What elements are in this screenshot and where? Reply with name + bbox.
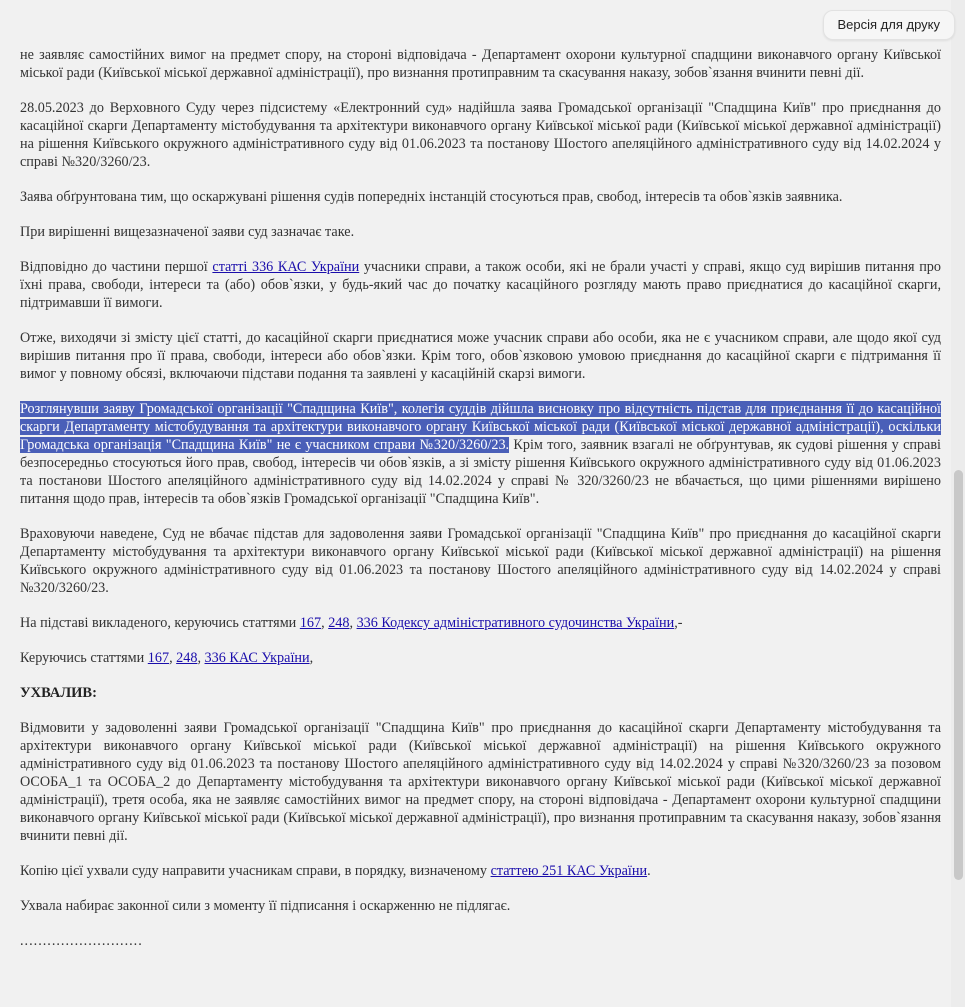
article-251-link[interactable]: статтею 251 КАС України — [490, 863, 648, 879]
text: Відповідно до частини першої — [20, 259, 213, 275]
article-336-kas-link[interactable]: 336 КАС України — [204, 650, 310, 666]
resolution-heading: УХВАЛИВ: — [20, 685, 97, 701]
paragraph: Відмовити у задоволенні заяви Громадської організації "Спадщина Київ" про приєднання до касаційної скарги Департаменту містобудування та архітектури виконавчого органу Київської міської ради (Київської міської державної адміністрації) на рішення Київського окружного адміністративного суду від 01.06.2023 та постанову Шостого апеляційного адміністративного суду від 14.02.2024 у справі №320/3260/23 за позовом ОСОБА_1 та ОСОБА_2 до Департаменту містобудування та архітектури виконавчого органу Київської міської ради (Київської міської державної адміністрації), третя особа, яка не заявляє самостійних вимог на предмет спору, на стороні відповідача - Департамент охорони культурної спадщини виконавчого органу Київської міської ради (Київської міської державної адміністрації), про визнання протиправним та скасування наказу, зобов`язання вчинити певні дії. — [20, 720, 941, 844]
print-version-button[interactable]: Версія для друку — [823, 10, 956, 40]
separator: , — [349, 615, 357, 631]
article-248-link[interactable]: 248 — [176, 650, 198, 666]
signature-dots: ........................... — [20, 933, 143, 949]
separator: , — [169, 650, 177, 666]
paragraph — [20, 614, 941, 632]
paragraph — [20, 400, 941, 508]
article-248-link[interactable]: 248 — [328, 615, 350, 631]
text: ,- — [674, 615, 683, 631]
text: учасники справи, а також особи, які не брали участі у справі, якщо суд вирішив питання про їхні права, свободи, інтереси та (або) обов`язки, у будь-який час до початку касаційного розгляду мають право приєднатися до касаційної скарги, підтримавши її вимоги. — [20, 259, 941, 311]
paragraph — [20, 258, 941, 312]
text: Крім того, заявник взагалі не обґрунтував, як судові рішення у справі безпосередньо стосуються його прав, свобод, інтересів чи обов`язків, а зі змісту рішення Київського окружного адміністративного суду від 01.06.2023 та постанови Шостого апеляційного адміністративного суду від 14.02.2024 у справі № 320/3260/23 не вбачається, що цими рішеннями вирішено питання щодо прав, інтересів та обов`язків Громадської організації "Спадщина Київ". — [20, 437, 941, 507]
paragraph: При вирішенні вищезазначеної заяви суд зазначає таке. — [20, 224, 355, 240]
separator: , — [197, 650, 205, 666]
paragraph: Ухвала набирає законної сили з моменту її підписання і оскарженню не підлягає. — [20, 898, 511, 914]
selected-text[interactable]: Розглянувши заяву Громадської організації "Спадщина Київ", колегія суддів дійшла висновку про відсутність підстав для приєднання її до касаційної скарги Департаменту містобудування та архітектури виконавчого органу Київської міської ради (Київської міської державної адміністрації), оскільки Громадська організація "Спадщина Київ" не є учасником справи №320/3260/23. — [20, 401, 941, 453]
article-336-link[interactable]: статті 336 КАС України — [212, 259, 360, 275]
article-167-link[interactable]: 167 — [299, 615, 322, 631]
paragraph — [20, 862, 941, 880]
text: , — [309, 650, 314, 666]
document-body — [20, 40, 941, 967]
scrollbar-thumb[interactable] — [954, 470, 963, 880]
article-167-link[interactable]: 167 — [147, 650, 170, 666]
paragraph: не заявляє самостійних вимог на предмет спору, на стороні відповідача - Департамент охорони культурної спадщини виконавчого органу Київської міської ради (Київської міської державної адміністрації), про визнання протиправним та скасування наказу, зобов`язання вчинити певні дії. — [20, 47, 941, 81]
text: . — [647, 863, 651, 879]
article-336-code-link[interactable]: 336 Кодексу адміністративного судочинства України — [356, 615, 675, 631]
text: Керуючись статтями — [20, 650, 148, 666]
paragraph: Враховуючи наведене, Суд не вбачає підстав для задоволення заяви Громадської організації "Спадщина Київ" про приєднання до касаційної скарги Департаменту містобудування та архітектури виконавчого органу Київської міської ради (Київської міської державної адміністрації) на рішення Київського окружного адміністративного суду від 01.06.2023 та постанову Шостого апеляційного адміністративного суду від 14.02.2024 у справі №320/3260/23. — [20, 526, 941, 596]
scrollbar[interactable] — [951, 0, 965, 1007]
paragraph: 28.05.2023 до Верховного Суду через підсистему «Електронний суд» надійшла заява Громадської організації "Спадщина Київ" про приєднання до касаційної скарги Департаменту містобудування та архітектури виконавчого органу Київської міської ради (Київської міської державної адміністрації) на рішення Київського окружного адміністративного суду від 01.06.2023 та постанову Шостого апеляційного адміністративного суду від 14.02.2024 у справі №320/3260/23. — [20, 100, 941, 170]
text: Копію цієї ухвали суду направити учасникам справи, в порядку, визначеному — [20, 863, 491, 879]
text: На підставі викладеного, керуючись статтями — [20, 615, 300, 631]
separator: , — [321, 615, 329, 631]
paragraph: Отже, виходячи зі змісту цієї статті, до касаційної скарги приєднатися може учасник справи або особи, яка не є учасником справи, але щодо якої суд вирішив питання про її права, свободи, інтереси або обов`язки. Крім того, обов`язковою умовою приєднання до касаційної скарги є підтримання її вимог у повному обсязі, включаючи підстави подання та заявлені у касаційній скарзі вимоги. — [20, 330, 941, 382]
paragraph: Заява обґрунтована тим, що оскаржувані рішення судів попередніх інстанцій стосуються прав, свобод, інтересів та обов`язків заявника. — [20, 189, 843, 205]
paragraph — [20, 649, 941, 667]
